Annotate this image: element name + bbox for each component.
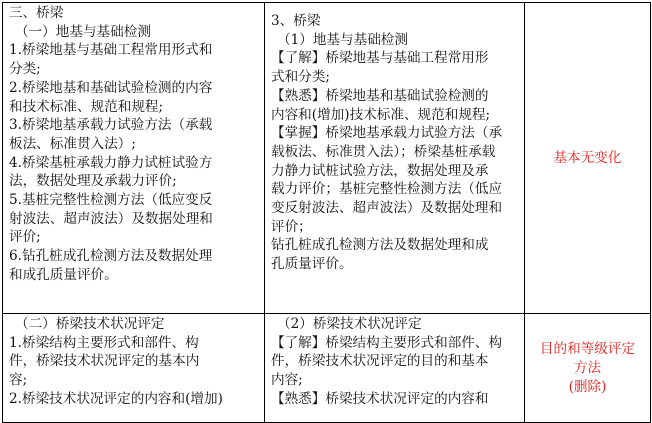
table-row <box>3 3 651 314</box>
text-line: 容; <box>9 372 28 389</box>
text-line: 【熟悉】桥梁技术状况评定的内容和 <box>271 390 489 407</box>
text-line: 射波法、超声波法）及数据处理和 <box>9 210 213 227</box>
text-line: 三、桥梁 <box>9 5 64 21</box>
change-note-line: 基本无变化 <box>553 149 622 166</box>
text-line: 2.桥梁地基和基础试验检测的内容 <box>9 79 213 96</box>
text-line: 评价; <box>9 229 41 246</box>
text-line: 载板法、标准贯入法）；桥梁基桩承载 <box>271 143 496 160</box>
text-line: 件，桥梁技术状况评定的目的和基本 <box>271 353 489 370</box>
text-line: 板法、标准贯入法）; <box>9 135 136 152</box>
text-line: 孔质量评价。 <box>271 256 353 273</box>
change-note-cell <box>525 3 651 314</box>
text-line: （2）桥梁技术状况评定 <box>277 316 422 332</box>
text-line: 件，桥梁技术状况评定的基本内 <box>9 353 200 370</box>
text-line: 和技术标准、规范和规程; <box>9 98 164 115</box>
text-line: 2.桥梁技术状况评定的内容和(增加) <box>9 390 223 407</box>
text-line: 【掌握】桥梁地基承载力试验方法（承 <box>271 125 503 142</box>
text-line: 6.钻孔桩成孔检测方法及数据处理 <box>9 248 213 265</box>
new-syllabus-cell <box>265 314 525 423</box>
text-line: 钻孔桩成孔检测方法及数据处理和成 <box>271 237 489 254</box>
text-line: 评价； <box>271 218 312 235</box>
text-line: 变反射波法、超声波法）及数据处理和 <box>271 200 503 217</box>
change-note-line: 方法 <box>573 359 602 376</box>
text-line: （1）地基与基础检测 <box>277 31 408 48</box>
text-line: 【了解】桥梁结构主要形式和部件、构 <box>271 334 503 351</box>
text-line: 3、桥梁 <box>271 13 321 29</box>
text-line: （一）地基与基础检测 <box>15 23 151 40</box>
old-syllabus-cell <box>3 314 265 423</box>
text-line: 力静力试桩试验方法，数据处理及承 <box>271 162 489 179</box>
text-line: 1.桥梁结构主要形式和部件、构 <box>9 334 199 351</box>
text-line: 内容和(增加)技术标准、规范和规程; <box>271 106 491 123</box>
table-row <box>3 314 651 423</box>
old-syllabus-cell <box>3 3 265 314</box>
text-line: 【熟悉】桥梁地基和基础试验检测的 <box>271 87 489 104</box>
text-line: 1.桥梁地基与基础工程常用形式和 <box>9 42 213 59</box>
comparison-table <box>2 2 651 423</box>
text-line: 3.桥梁地基承载力试验方法（承载 <box>9 117 213 134</box>
change-note-cell <box>525 314 651 423</box>
text-line: 分类; <box>9 61 41 78</box>
text-line: 5.基桩完整性检测方法（低应变反 <box>9 192 213 209</box>
text-line: 法，数据处理及承载力评价; <box>9 173 177 190</box>
text-line: 载力评价；基桩完整性检测方法（低应 <box>271 181 503 198</box>
text-line: （二）桥梁技术状况评定 <box>15 316 165 332</box>
text-line: 【了解】桥梁地基与基础工程常用形 <box>271 50 489 67</box>
text-line: 内容; <box>271 372 303 389</box>
new-syllabus-cell <box>265 3 525 314</box>
change-note-line: 目的和等级评定 <box>539 340 636 357</box>
text-line: 式和分类; <box>271 69 330 86</box>
text-line: 4.桥梁基桩承载力静力试桩试验方 <box>9 154 213 171</box>
text-line: 和成孔质量评价。 <box>9 266 118 283</box>
change-note-line: (删除) <box>568 378 607 395</box>
